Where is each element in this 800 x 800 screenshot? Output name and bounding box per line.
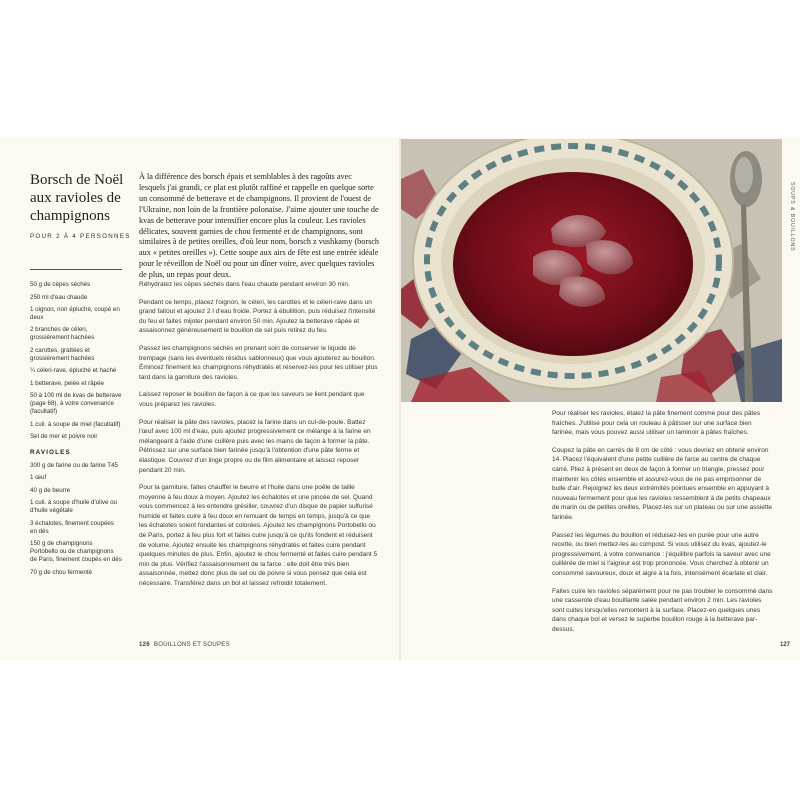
right-page-number: 127: [779, 642, 790, 648]
method-column-right: [552, 409, 774, 642]
ingredients-divider: [30, 269, 122, 270]
ravioles-ingredient-item: 70 g de chou fermenté: [30, 568, 92, 576]
ingredient-item: 250 ml d'eau chaude: [30, 293, 88, 301]
method-step: Laissez reposer le bouillon de façon à ce que les saveurs se lient pendant que vous préparez les ravioles.: [139, 391, 365, 408]
method-step: Réhydratez les cèpes séchés dans l'eau chaude pendant environ 30 min.: [139, 281, 350, 288]
recipe-title: Borsch de Noël aux ravioles de champignons: [30, 172, 124, 224]
method-step: Faites cuire les ravioles séparément pour ne pas troubler le consommé dans une casserole d'eau bouillante salée pendant environ 2 min. Les ravioles sont cuites lorsqu'elles remontent à la surface. Placez-en quelques unes dans chaque bol et versez le superbe bouillon rouge à la betterave par-dessus.: [552, 587, 773, 633]
method-step: Coupez la pâte en carrés de 8 cm de côté : vous devriez en obtenir environ 14. Placez l'équivalent d'une petite cuillère de farce au centre de chaque carré. Pliez à présent en deux de façon à former un triangle, pressez pour maintenir les côtés ensemble et assurez-vous de ne pas emprisonner de bulle d'air. Rejoignez les deux extrémités pointues ensemble en appuyant à nouveau fermement pour que les ravioles ressemblent à de petits chapeaux de marin ou de petites oreilles. Placez-les sur un plateau ou sur une assiette farinée.: [552, 446, 773, 521]
ravioles-ingredient-item: 40 g de beurre: [30, 486, 71, 494]
chapter-side-label: SOUPS & BOUILLONS: [789, 182, 795, 252]
ravioles-ingredient-item: 1 cuil. à soupe d'huile d'olive ou d'huile végétale: [30, 499, 117, 515]
method-step: Pour la garniture, faites chauffer le beurre et l'huile dans une poêle de taille moyenne à feu doux à moyen. Ajoutez les échalotes et une pincée de sel. Quand vous commencez à les entendre grésiller, couvrez d'un disque de papier sulfurisé humide et faites cuire à feu doux en remuant de temps en temps, jusqu'à ce que les échalotes soient fondantes et colorées. Ajoutez les champignons Portobello ou de Paris, portez à feu plus fort et faites cuire jusqu'à ce qu'ils fondent et réduisent de volume. Ajoutez ensuite les champignons réhydratés et faites cuire pendant quelques minutes de plus. Enfin, ajoutez le chou fermenté et faites cuire pendant 5 min de plus. Vérifiez l'assaisonnement de la farce : elle doit être très bien assaisonnée, mettez donc plus de sel ou de poivre si vous pensez que cela est nécessaire. Transférez dans un bol et laissez refroidir totalement.: [139, 484, 378, 588]
ravioles-ingredient-item: 300 g de farine ou de farine T45: [30, 461, 118, 469]
borsch-bowl-image: [401, 139, 782, 402]
ingredient-item: 50 à 100 ml de kvas de betterave (page 68), à votre convenance (facultatif): [30, 392, 122, 416]
ingredient-item: 2 carottes, grattées et grossièrement hachées: [30, 346, 95, 362]
method-step: Pendant ce temps, placez l'oignon, le céleri, les carottes et le céleri-rave dans un grand faitout et ajoutez 2 l d'eau froide. Portez à ébullition, puis réduisez l'intensité du feu et faites mijoter pendant environ 50 min. Ajoutez la betterave râpée et assaisonnez généreusement le bouillon de sel puis retirez du feu.: [139, 298, 376, 335]
ingredients-list: [30, 281, 122, 581]
ingredient-item: 50 g de cèpes séchés: [30, 281, 91, 288]
left-page-number: 126: [139, 642, 150, 648]
ingredient-item: 1 cuil. à soupe de miel (facultatif): [30, 420, 121, 428]
book-spread: [0, 138, 800, 660]
left-page-footer: [139, 642, 230, 648]
method-step: Pour réaliser les ravioles, étalez la pâte finement comme pour des pâtes fraîches. J'utilise pour cela un rouleau à pâtisser sur une surface bien farinée, mais vous pouvez aussi utiliser un laminoir à pâtes fraîches.: [552, 410, 761, 437]
ingredient-item: 1 oignon, non épluché, coupé en deux: [30, 306, 120, 321]
ingredient-item: Sel de mer et poivre noir: [30, 433, 98, 441]
method-step: Passez les légumes du bouillon et réduisez-les en purée pour une autre recette, ou bien mettez-les au compost. Si vous utilisez du kvas, ajoutez-le progressivement, à votre convenance : j'équilibre parfois la saveur avec une cuillérée de miel si l'aigreur est trop prononcée. Vous cherchez à obtenir un consommé savoureux, doux et aigre à la fois, intensément écarlate et clair.: [552, 531, 771, 577]
method-column-left: [139, 280, 379, 597]
ingredient-item: ¼ céleri-rave, épluché et haché: [30, 367, 117, 375]
method-step: Pour réaliser la pâte des ravioles, placez la farine dans un cul-de-poule. Battez l'œuf avec 100 ml d'eau, puis ajoutez progressivement ce mélange à la farine en mélangeant à l'aide d'une cuillère puis avec les mains de façon à former la pâte. Pétrissez sur une surface bien farinée jusqu'à l'obtention d'une pâte ferme et élastique. Couvrez d'un linge propre ou de film alimentaire et laissez reposer pendant 20 min.: [139, 418, 371, 474]
ravioles-ingredient-item: 3 échalotes, finement coupées en dés: [30, 519, 114, 535]
ingredient-item: 2 branches de céleri, grossièrement hachées: [30, 326, 95, 342]
ingredient-item: 1 betterave, pelée et râpée: [30, 379, 104, 387]
method-step: Passez les champignons séchés en prenant soin de conserver le liquide de trempage (sans les éventuels résidus sablonneux) que vous ajouterez au bouillon. Émincez finement les champignons réhydratés et réservez-les pour les utiliser plus tard dans la garniture des ravioles.: [139, 344, 378, 381]
recipe-intro: À la différence des borsch épais et semblables à des ragoûts avec lesquels j'ai grandi, ce plat est plutôt raffiné et rappelle en quelque sorte un consommé de betterave et de champignons. Il provient de l'ouest de l'Ukraine, non loin de la frontière polonaise. J'aime ajouter une touche de kvas de betterave pour intensifier encore plus la couleur. Les ravioles délicates, souvent garnies de chou fermenté et de champignons, sont similaires à de petites oreilles, d'où leur nom, borsch z vushkamy (borsch aux « petites oreilles »). Cette soupe aux airs de fête est une entrée idéale pour le réveillon de Noël ou pour un dîner voire, avec quelques ravioles de plus, un repas pour deux.: [139, 172, 379, 280]
section-name: BOUILLONS ET SOUPES: [153, 642, 230, 648]
servings: POUR 2 À 4 PERSONNES: [30, 233, 131, 240]
ravioles-ingredient-item: 1 œuf: [30, 474, 47, 482]
ravioles-ingredient-item: 150 g de champignons Portobello ou de champignons de Paris, finement coupés en dés: [30, 540, 122, 564]
ravioles-heading: RAVIOLES: [30, 448, 71, 456]
borsch-photo: [401, 139, 782, 402]
